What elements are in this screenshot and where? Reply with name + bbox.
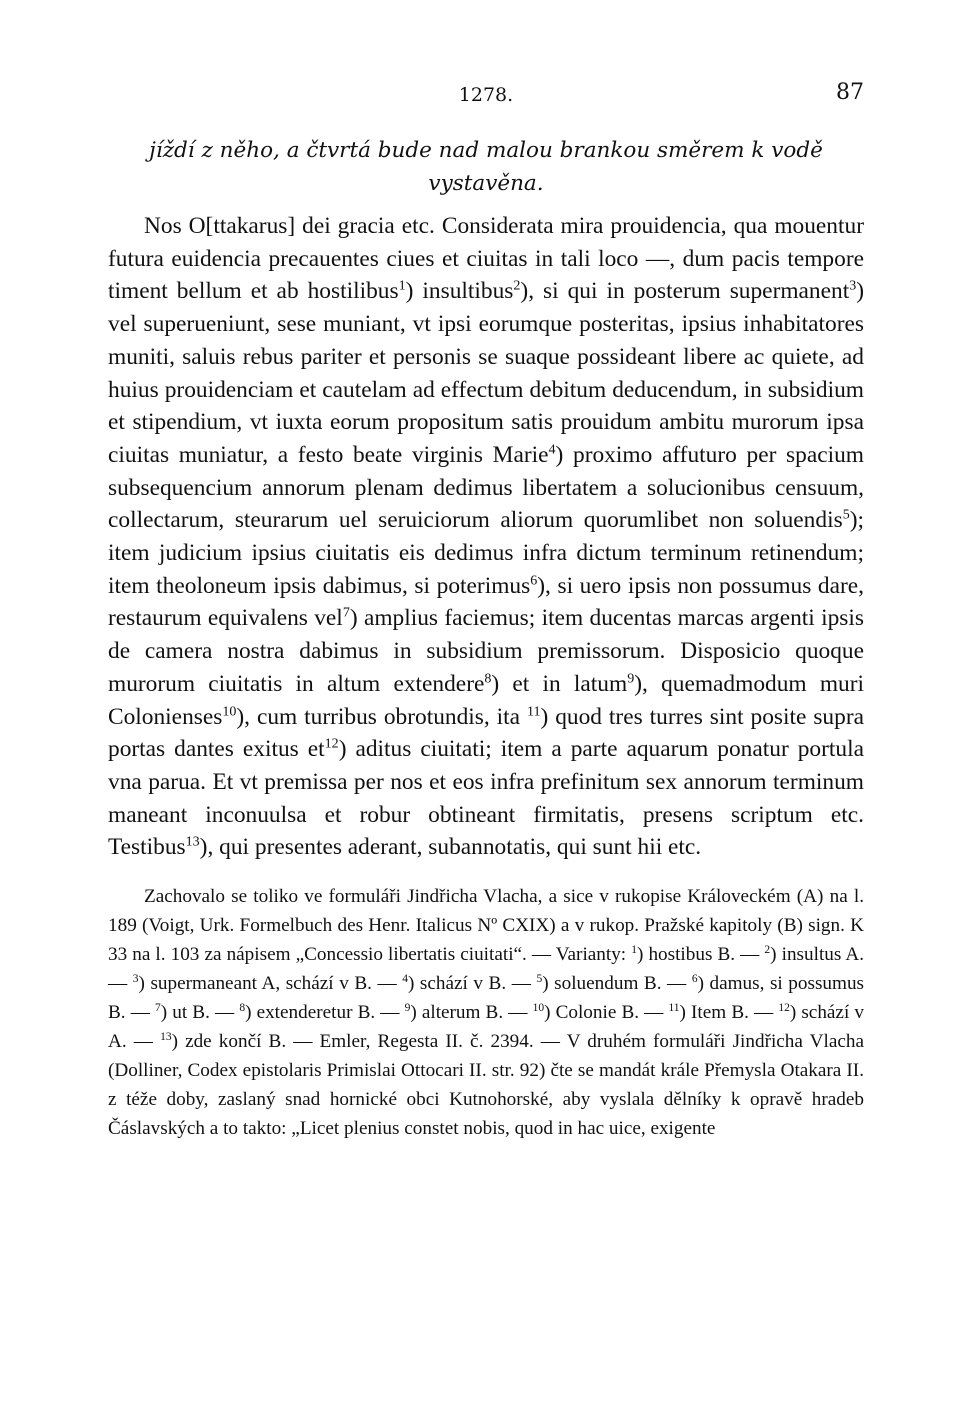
note-text-segment: ) schází v A. — [108, 1002, 864, 1053]
charter-text-segment: ) amplius faciemus; item ducentas marcas argenti ipsis de camera nostra dabimus in subsidium premissorum. Disposicio quoque murorum ciuitatis in altum extendere [108, 605, 864, 697]
note-footnote-marker: 1 [631, 944, 637, 957]
charter-footnote-marker: 4 [548, 441, 556, 458]
note-footnote-marker: 6 [691, 973, 698, 986]
charter-footnote-marker: 7 [342, 605, 350, 622]
note-text-segment: ) zde končí B. — Emler, Regesta II. č. 2394. — V druhém formuláři Jindřicha Vlacha (Dolliner, Codex epistolaris Primislai Ottocari II. str. 92) čte se mandát krále Přemysla Otakara II. z téže doby, zaslaný snad hornické obci Kutnohorské, aby vyslala dělníky k opravě hradeb Čáslavských a to takto: „Licet plenius constet nobis, quod in hac uice, exigente [108, 1031, 865, 1140]
charter-text-segment: ), quemadmodum muri Colonienses [108, 670, 864, 730]
note-footnote-marker: 4 [402, 973, 408, 986]
note-text-segment: ) ut B. — [160, 1002, 240, 1024]
charter-footnote-marker: 10 [222, 703, 237, 720]
charter-text-segment: Nos O[ttakarus] dei gracia etc. Considerata mira prouidencia, qua mouentur futura euidencia precauentes ciues et ciuitas in tali loco —, dum pacis tempore timent bellum et ab hostilibus [108, 213, 864, 305]
note-footnote-marker: 3 [132, 973, 139, 986]
note-footnote-marker: 8 [239, 1002, 246, 1015]
note-text-segment: ) insultus A. — [108, 944, 864, 995]
charter-text-segment: ) proximo affuturo per spacium subsequencium annorum plenam dedimus libertatem a solucionibus censuum, collectarum, steurarum uel seruiciorum aliorum quorumlibet non soluendis [108, 441, 865, 534]
note-footnote-marker: 2 [764, 944, 771, 957]
italic-translation-heading: jíždí z něho, a čtvrtá bude nad malou brankou směrem k vodě vystavěna. [149, 138, 823, 196]
note-footnote-marker: 12 [778, 1002, 790, 1015]
note-text-segment: ) Colonie B. — [544, 1002, 669, 1024]
charter-text-segment: ) insultibus [405, 278, 514, 305]
charter-footnote-marker: 12 [324, 735, 339, 752]
note-footnote-marker: 7 [155, 1002, 161, 1015]
document-page [108, 78, 864, 1143]
note-text-segment: ) extenderetur B. — [245, 1002, 405, 1024]
charter-footnote-marker: 8 [484, 670, 492, 687]
charter-footnote-marker: 6 [530, 572, 538, 589]
footnote-paragraph [108, 882, 864, 1143]
charter-text-segment: ), qui presentes aderant, subannotatis, qui sunt hii etc. [199, 834, 702, 861]
note-text-segment: ) alterum B. — [410, 1002, 533, 1024]
note-text-segment: ) supermaneant A, schází v B. — [138, 973, 403, 995]
charter-text-segment: ) et in latum [491, 670, 628, 697]
note-text-segment: ) hostibus B. — [636, 944, 765, 966]
note-footnote-marker: 5 [536, 973, 543, 986]
note-text-segment: ) soluendum B. — [542, 973, 692, 995]
note-footnote-marker: 9 [404, 1002, 411, 1015]
charter-paragraph [108, 210, 864, 864]
page-number: 87 [836, 80, 864, 105]
charter-text-segment: ), si qui in posterum supermanent [520, 278, 850, 305]
charter-footnote-marker: 2 [513, 277, 521, 294]
charter-footnote-marker: 3 [849, 277, 857, 294]
note-text-segment: Zachovalo se toliko ve formuláři Jindřicha Vlacha, a sice v rukopise Královeckém (A) na l. 189 (Voigt, Urk. Formelbuch des Henr. Italicus Nº CXIX) a v rukop. Pražské kapitoly (B) sign. K 33 na l. 103 za nápisem „Concessio libertatis ciuitati“. — Varianty: [108, 886, 864, 966]
note-footnote-marker: 10 [532, 1002, 545, 1015]
note-footnote-marker: 13 [160, 1031, 172, 1044]
charter-text [108, 210, 864, 864]
charter-text-segment: ); item judicium ipsius ciuitatis eis dedimus infra dictum terminum retinendum; item theoloneum ipsis dabimus, si poterimus [108, 507, 864, 599]
charter-footnote-marker: 11 [526, 703, 541, 720]
charter-text-segment: ) vel superueniunt, sese muniant, vt ipsi eorumque posteritas, ipsius inhabitatores muniti, saluis rebus pariter et personis se suaque possideant libere ac quiete, ad huius prouidenciam et cautelam ad effectum debitum deducendum, in subsidium et stipendium, vt iuxta eorum propositum satis prouidum ambitu murorum ipsa ciuitas muniatur, a festo beate virginis Marie [108, 278, 865, 468]
charter-text-segment: ) quod tres turres sint posite supra portas dantes exitus et [108, 703, 864, 763]
charter-footnote-marker: 9 [627, 670, 635, 687]
charter-footnote-marker: 13 [185, 833, 200, 850]
charter-text-segment: ) aditus ciuitati; item a parte aquarum ponatur portula vna parua. Et vt premissa per nos et eos infra prefinitum sex annorum terminum maneant inconuulsa et robur obtineant firmitatis, presens scriptum etc. Testibus [108, 736, 864, 861]
note-text-segment: ) damus, si possumus B. — [108, 973, 865, 1024]
charter-text-segment: ), cum turribus obrotundis, ita [236, 703, 527, 730]
charter-text-segment: ), si uero ipsis non possumus dare, restaurum equivalens vel [108, 572, 865, 632]
charter-footnote-marker: 5 [842, 506, 850, 523]
page-header [108, 78, 864, 114]
note-text-segment: ) schází v B. — [407, 973, 537, 995]
note-footnote-marker: 11 [668, 1002, 680, 1015]
footnotes [108, 882, 864, 1143]
note-text-segment: ) Item B. — [679, 1002, 779, 1024]
charter-footnote-marker: 1 [398, 277, 406, 294]
header-year: 1278. [458, 84, 514, 106]
